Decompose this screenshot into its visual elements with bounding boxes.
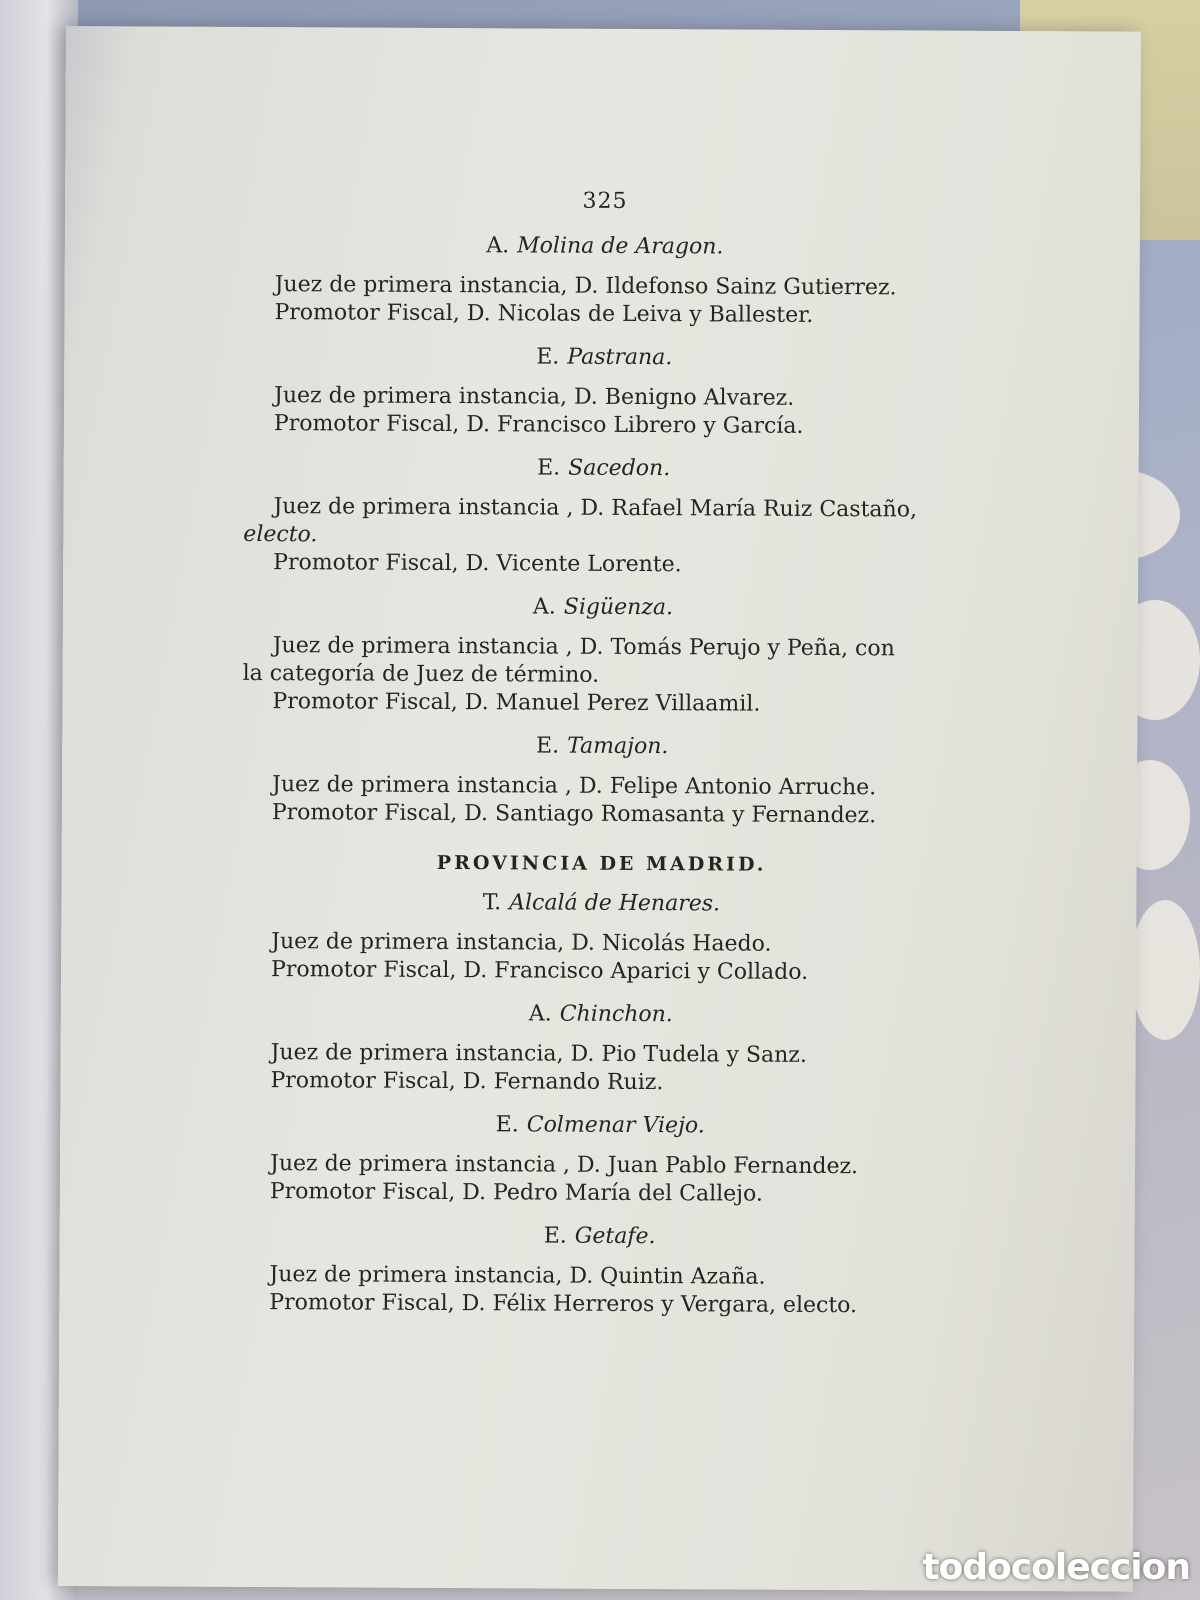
official-line: Juez de primera instancia, D. Benigno Alvarez. xyxy=(274,383,795,411)
official-line: Juez de primera instancia, D. Nicolás Haedo. xyxy=(271,929,772,957)
official-line: Juez de primera instancia , D. Tomás Perujo y Peña, con xyxy=(272,633,895,662)
district-heading xyxy=(241,889,961,918)
official-entry xyxy=(239,1261,959,1321)
official-line: Promotor Fiscal, D. Vicente Lorente. xyxy=(273,550,682,578)
court-class: E. xyxy=(536,344,560,370)
district-name: Chinchon. xyxy=(559,1001,673,1028)
page-content xyxy=(239,187,965,1331)
official-entry xyxy=(244,382,964,442)
district-heading xyxy=(240,1222,960,1251)
official-line: Juez de primera instancia , D. Felipe Antonio Arruche. xyxy=(271,772,877,801)
court-class: T. xyxy=(482,890,502,916)
official-entry xyxy=(243,493,963,581)
official-line: Promotor Fiscal, D. Manuel Perez Villaamil. xyxy=(272,689,761,717)
official-entry xyxy=(241,928,961,988)
district-name: Getafe. xyxy=(574,1223,656,1250)
official-line: la categoría de Juez de término. xyxy=(242,660,600,688)
district-heading xyxy=(242,732,962,761)
district-name: Alcalá de Henares. xyxy=(509,890,721,917)
official-line: Promotor Fiscal, D. Santiago Romasanta y Fernandez. xyxy=(271,800,877,829)
official-line: Promotor Fiscal, D. Nicolas de Leiva y Ballester. xyxy=(274,300,814,328)
madrid-district-list xyxy=(239,889,961,1321)
official-line: Juez de primera instancia, D. Pio Tudela y Sanz. xyxy=(270,1040,807,1068)
province-heading: PROVINCIA DE MADRID. xyxy=(436,851,767,876)
official-line: Juez de primera instancia , D. Juan Pablo Fernandez. xyxy=(269,1151,859,1180)
court-class: E. xyxy=(537,455,561,481)
court-class: A. xyxy=(528,1001,552,1027)
official-line: Juez de primera instancia , D. Rafael María Ruiz Castaño, xyxy=(273,494,918,523)
tablecloth-flower xyxy=(1130,900,1200,1040)
official-entry xyxy=(240,1039,960,1099)
official-line: Promotor Fiscal, D. Félix Herreros y Vergara, electo. xyxy=(269,1290,858,1319)
court-class: A. xyxy=(532,594,556,620)
district-list xyxy=(242,232,965,831)
district-name: Sigüenza. xyxy=(563,594,674,621)
district-heading xyxy=(244,343,964,372)
court-class: E. xyxy=(535,733,560,759)
district-name: Tamajon. xyxy=(567,733,669,760)
court-class: A. xyxy=(486,233,510,259)
book-page xyxy=(58,26,1141,1592)
district-heading xyxy=(245,232,965,261)
district-heading xyxy=(240,1111,960,1140)
official-line: Promotor Fiscal, D. Francisco Librero y García. xyxy=(273,411,804,439)
district-name: Colmenar Viejo. xyxy=(526,1112,705,1139)
official-line: Juez de primera instancia, D. Ildefonso Sainz Gutierrez. xyxy=(274,272,897,301)
district-heading xyxy=(241,1000,961,1029)
district-heading xyxy=(244,454,964,483)
district-name: Molina de Aragon. xyxy=(517,233,724,260)
watermark-logo: todocoleccion xyxy=(922,1547,1190,1588)
district-name: Sacedon. xyxy=(568,455,671,482)
court-class: E. xyxy=(543,1223,567,1249)
official-entry xyxy=(240,1150,960,1210)
official-entry xyxy=(244,271,964,331)
official-entry xyxy=(242,771,962,831)
district-heading xyxy=(243,593,963,622)
official-line: Juez de primera instancia, D. Quintin Azaña. xyxy=(269,1262,766,1290)
official-line: Promotor Fiscal, D. Pedro María del Callejo. xyxy=(269,1179,763,1207)
district-name: Pastrana. xyxy=(567,344,673,371)
official-line: Promotor Fiscal, D. Francisco Aparici y Collado. xyxy=(270,957,809,985)
official-line: electo. xyxy=(243,521,318,548)
official-line: Promotor Fiscal, D. Fernando Ruiz. xyxy=(270,1068,664,1096)
page-number: 325 xyxy=(582,188,628,214)
official-entry xyxy=(242,632,962,720)
court-class: E. xyxy=(495,1112,519,1138)
